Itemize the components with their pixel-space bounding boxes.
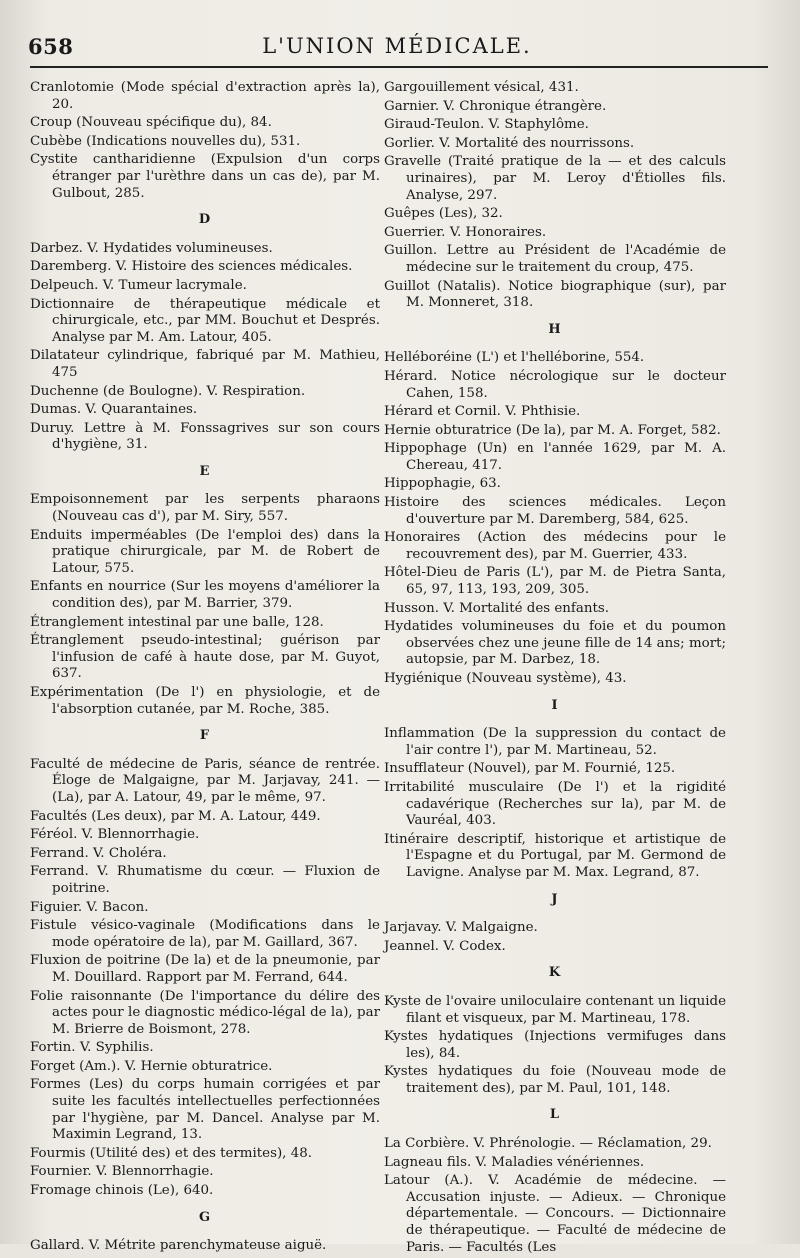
index-entry: Croup (Nouveau spécifique du), 84. [30, 115, 272, 131]
left-column [30, 80, 380, 1257]
index-entry: Hydatides volumineuses du foie et du poumon observées chez une jeune fille de 14 ans; mort; autopsie, par M. Darbez, 18. [384, 619, 726, 668]
index-entry: Daremberg. V. Histoire des sciences médicales. [30, 259, 353, 275]
index-entry: Figuier. V. Bacon. [30, 899, 149, 915]
index-entry: Étranglement pseudo-intestinal; guérison par l'infusion de café à haute dose, par M. Guyot, 637. [30, 633, 380, 682]
index-entry: Lagneau fils. V. Maladies vénériennes. [384, 1154, 645, 1170]
index-entry: Ferrand. V. Choléra. [30, 845, 167, 861]
index-entry: Histoire des sciences médicales. Leçon d'ouverture par M. Daremberg, 584, 625. [384, 495, 726, 527]
index-entry: Fluxion de poitrine (De la) et de la pneumonie, par M. Douillard. Rapport par M. Ferrand, 644. [30, 953, 380, 985]
index-entry: Duruy. Lettre à M. Fonssagrives sur son cours d'hygiène, 31. [30, 420, 380, 453]
index-entry: Hôtel-Dieu de Paris (L'), par M. de Pietra Santa, 65, 97, 113, 193, 209, 305. [384, 565, 726, 598]
index-entry: Honoraires (Action des médecins pour le recouvrement des), par M. Guerrier, 433. [384, 530, 726, 562]
index-entry: Cubèbe (Indications nouvelles du), 531. [30, 133, 301, 149]
index-entry: Itinéraire descriptif, historique et artistique de l'Espagne et du Portugal, par M. Germond de Lavigne. Analyse par M. Max. Legrand, 87. [384, 831, 726, 880]
index-entry: Cranlotomie (Mode spécial d'extraction après la), 20. [30, 80, 380, 112]
section-letter: E [199, 463, 211, 479]
index-entry: Forget (Am.). V. Hernie obturatrice. [30, 1058, 273, 1074]
page-header [28, 30, 766, 64]
index-entry: Féréol. V. Blennorrhagie. [30, 827, 200, 843]
index-entry: Husson. V. Mortalité des enfants. [384, 600, 609, 616]
index-entry: Étranglement intestinal par une balle, 128. [30, 614, 324, 630]
index-entry: Darbez. V. Hydatides volumineuses. [30, 240, 273, 256]
index-entry: Jarjavay. V. Malgaigne. [384, 920, 538, 936]
index-entry: Ferrand. V. Rhumatisme du cœur. — Fluxion de poitrine. [30, 864, 380, 896]
section-letter: I [551, 697, 559, 713]
index-entry: Fournier. V. Blennorrhagie. [30, 1164, 214, 1180]
index-entry: Enduits imperméables (De l'emploi des) dans la pratique chirurgicale, par M. de Robert de Latour, 575. [30, 527, 380, 576]
section-letter: K [548, 965, 562, 981]
index-entry: Hippophage (Un) en l'année 1629, par M. A. Chereau, 417. [384, 441, 726, 473]
index-entry: Kystes hydatiques du foie (Nouveau mode de traitement des), par M. Paul, 101, 148. [384, 1064, 726, 1096]
index-entry: Hernie obturatrice (De la), par M. A. Forget, 582. [384, 422, 721, 438]
index-entry: Hérard et Cornil. V. Phthisie. [384, 404, 581, 420]
index-entry: Fistule vésico-vaginale (Modifications dans le mode opératoire de la), par M. Gaillard, 367. [30, 918, 380, 950]
index-entry: Irritabilité musculaire (De l') et la rigidité cadavérique (Recherches sur la), par M. de Vauréal, 403. [384, 779, 726, 829]
index-entry: Hérard. Notice nécrologique sur le docteur Cahen, 158. [384, 368, 726, 401]
section-letter: F [199, 728, 211, 744]
index-entry: Fourmis (Utilité des) et des termites), 48. [30, 1145, 312, 1161]
section-letter: D [198, 212, 212, 228]
index-entry: Facultés (Les deux), par M. A. Latour, 449. [30, 808, 321, 824]
index-entry: Faculté de médecine de Paris, séance de rentrée. Éloge de Malgaigne, par M. Jarjavay, 241. — (La), par A. Latour, 49, par le même, 97. [30, 756, 380, 805]
index-entry: Cystite cantharidienne (Expulsion d'un corps étranger par l'urèthre dans un cas de), par M. Gulbout, 285. [30, 152, 380, 201]
index-entry: Gorlier. V. Mortalité des nourrissons. [384, 135, 635, 151]
index-entry: Fromage chinois (Le), 640. [30, 1183, 214, 1199]
index-entry: Empoisonnement par les serpents pharaons (Nouveau cas d'), par M. Siry, 557. [30, 492, 380, 525]
index-entry: Hygiénique (Nouveau système), 43. [384, 671, 627, 686]
index-entry: Gallard. V. Métrite parenchymateuse aiguë. [30, 1238, 327, 1254]
section-letter: J [551, 891, 559, 907]
index-entry: Garnier. V. Chronique étrangère. [384, 98, 607, 114]
right-column [384, 80, 726, 1258]
section-letter: H [548, 321, 562, 337]
index-entry: Inflammation (De la suppression du contact de l'air contre l'), par M. Martineau, 52. [384, 726, 726, 758]
index-entry: Giraud-Teulon. V. Staphylôme. [384, 117, 589, 133]
index-entry: Delpeuch. V. Tumeur lacrymale. [30, 277, 247, 293]
index-entry: Enfants en nourrice (Sur les moyens d'améliorer la condition des), par M. Barrier, 379. [30, 579, 380, 612]
index-entry: Guillon. Lettre au Président de l'Académie de médecine sur le traitement du croup, 475. [384, 243, 726, 275]
index-entry: Kyste de l'ovaire uniloculaire contenant un liquide filant et visqueux, par M. Martineau, 178. [384, 993, 726, 1026]
index-entry: Jeannel. V. Codex. [384, 938, 506, 954]
index-entry: Folie raisonnante (De l'importance du délire des actes pour le diagnostic médico-légal de la), par M. Brierre de Boismont, 278. [30, 988, 380, 1037]
index-entry: Kystes hydatiques (Injections vermifuges dans les), 84. [384, 1029, 726, 1061]
header-rule [30, 66, 768, 68]
index-entry: Dictionnaire de thérapeutique médicale et chirurgicale, etc., par MM. Bouchut et Després. Analyse par M. Am. Latour, 405. [30, 296, 380, 345]
index-entry: Insufflateur (Nouvel), par M. Fournié, 125. [384, 761, 676, 777]
index-entry: Guerrier. V. Honoraires. [384, 224, 547, 240]
index-entry: Guillot (Natalis). Notice biographique (sur), par M. Monneret, 318. [384, 278, 726, 311]
index-entry: Guêpes (Les), 32. [384, 206, 503, 222]
section-letter: G [198, 1209, 212, 1225]
index-entry: Formes (Les) du corps humain corrigées et par suite les facultés intellectuelles perfectionnées par l'hygiène, par M. Dancel. Analyse par M. Maximin Legrand, 13. [30, 1077, 380, 1143]
index-entry: Fortin. V. Syphilis. [30, 1040, 154, 1056]
index-entry: Helléboréine (L') et l'helléborine, 554. [384, 350, 645, 366]
page-number: 658 [28, 34, 74, 59]
running-title: L'UNION MÉDICALE. [262, 34, 532, 58]
index-entry: Latour (A.). V. Académie de médecine. — Accusation injuste. — Adieux. — Chronique départementale. — Concours. — Dictionnaire de thérapeutique. — Faculté de médecine de Paris. — Facultés (Les [384, 1173, 726, 1255]
index-entry: Duchenne (de Boulogne). V. Respiration. [30, 383, 306, 399]
index-entry: Gravelle (Traité pratique de la — et des calculs urinaires), par M. Leroy d'Étiolles fils. Analyse, 297. [384, 154, 726, 203]
index-entry: La Corbière. V. Phrénologie. — Réclamation, 29. [384, 1136, 712, 1152]
index-entry: Dilatateur cylindrique, fabriqué par M. Mathieu, 475 [30, 348, 380, 380]
section-letter: L [549, 1107, 561, 1123]
index-entry: Dumas. V. Quarantaines. [30, 402, 198, 418]
index-entry: Hippophagie, 63. [384, 476, 501, 492]
index-entry: Expérimentation (De l') en physiologie, et de l'absorption cutanée, par M. Roche, 385. [30, 685, 380, 717]
index-entry: Gargouillement vésical, 431. [384, 80, 579, 95]
